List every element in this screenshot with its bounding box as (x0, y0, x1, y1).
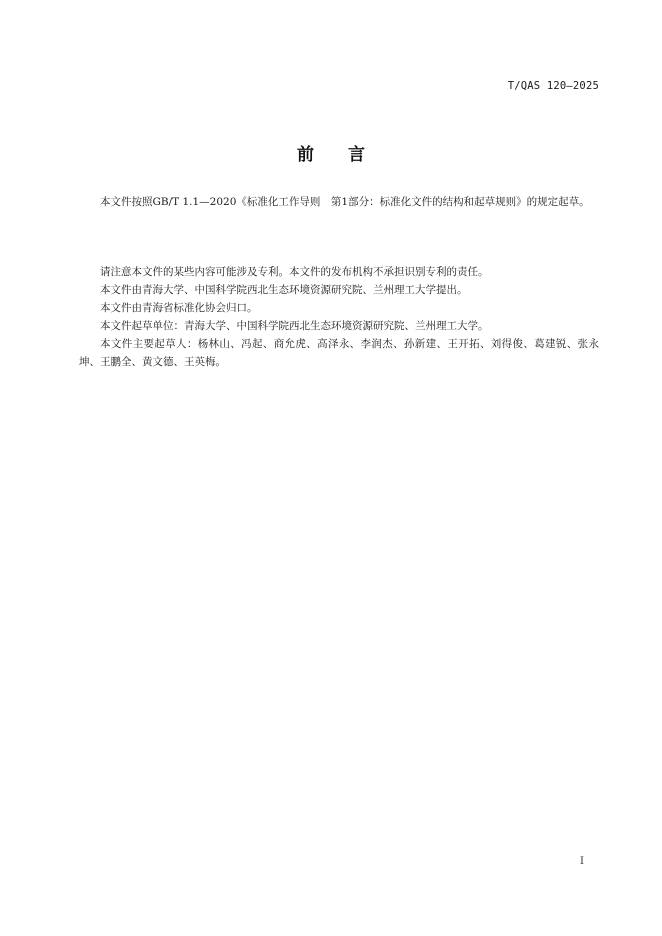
centralized-by-paragraph: 本文件由青海省标准化协会归口。 (100, 302, 258, 314)
patent-notice-paragraph: 请注意本文件的某些内容可能涉及专利。本文件的发布机构不承担识别专利的责任。 (100, 266, 489, 278)
drafting-rules-section (79, 193, 599, 211)
title-char-2: 言 (348, 145, 365, 165)
page-number: I (580, 856, 584, 867)
page-title (0, 140, 662, 165)
document-code: T/QAS 120—2025 (507, 80, 599, 92)
proposer-paragraph: 本文件由青海大学、中国科学院西北生态环境资源研究院、兰州理工大学提出。 (100, 284, 468, 296)
statements-section (79, 263, 599, 371)
title-char-1: 前 (297, 145, 314, 165)
drafters-paragraph: 本文件主要起草人：杨林山、冯起、商允虎、高泽永、李润杰、孙新建、王开拓、刘得俊、葛建锐、张永坤、王鹏全、黄文德、王英梅。 (79, 338, 599, 368)
drafting-units-paragraph: 本文件起草单位：青海大学、中国科学院西北生态环境资源研究院、兰州理工大学。 (100, 320, 489, 332)
drafting-rules-paragraph: 本文件按照GB/T 1.1—2020《标准化工作导则 第1部分：标准化文件的结构和起草规则》的规定起草。 (100, 196, 590, 208)
